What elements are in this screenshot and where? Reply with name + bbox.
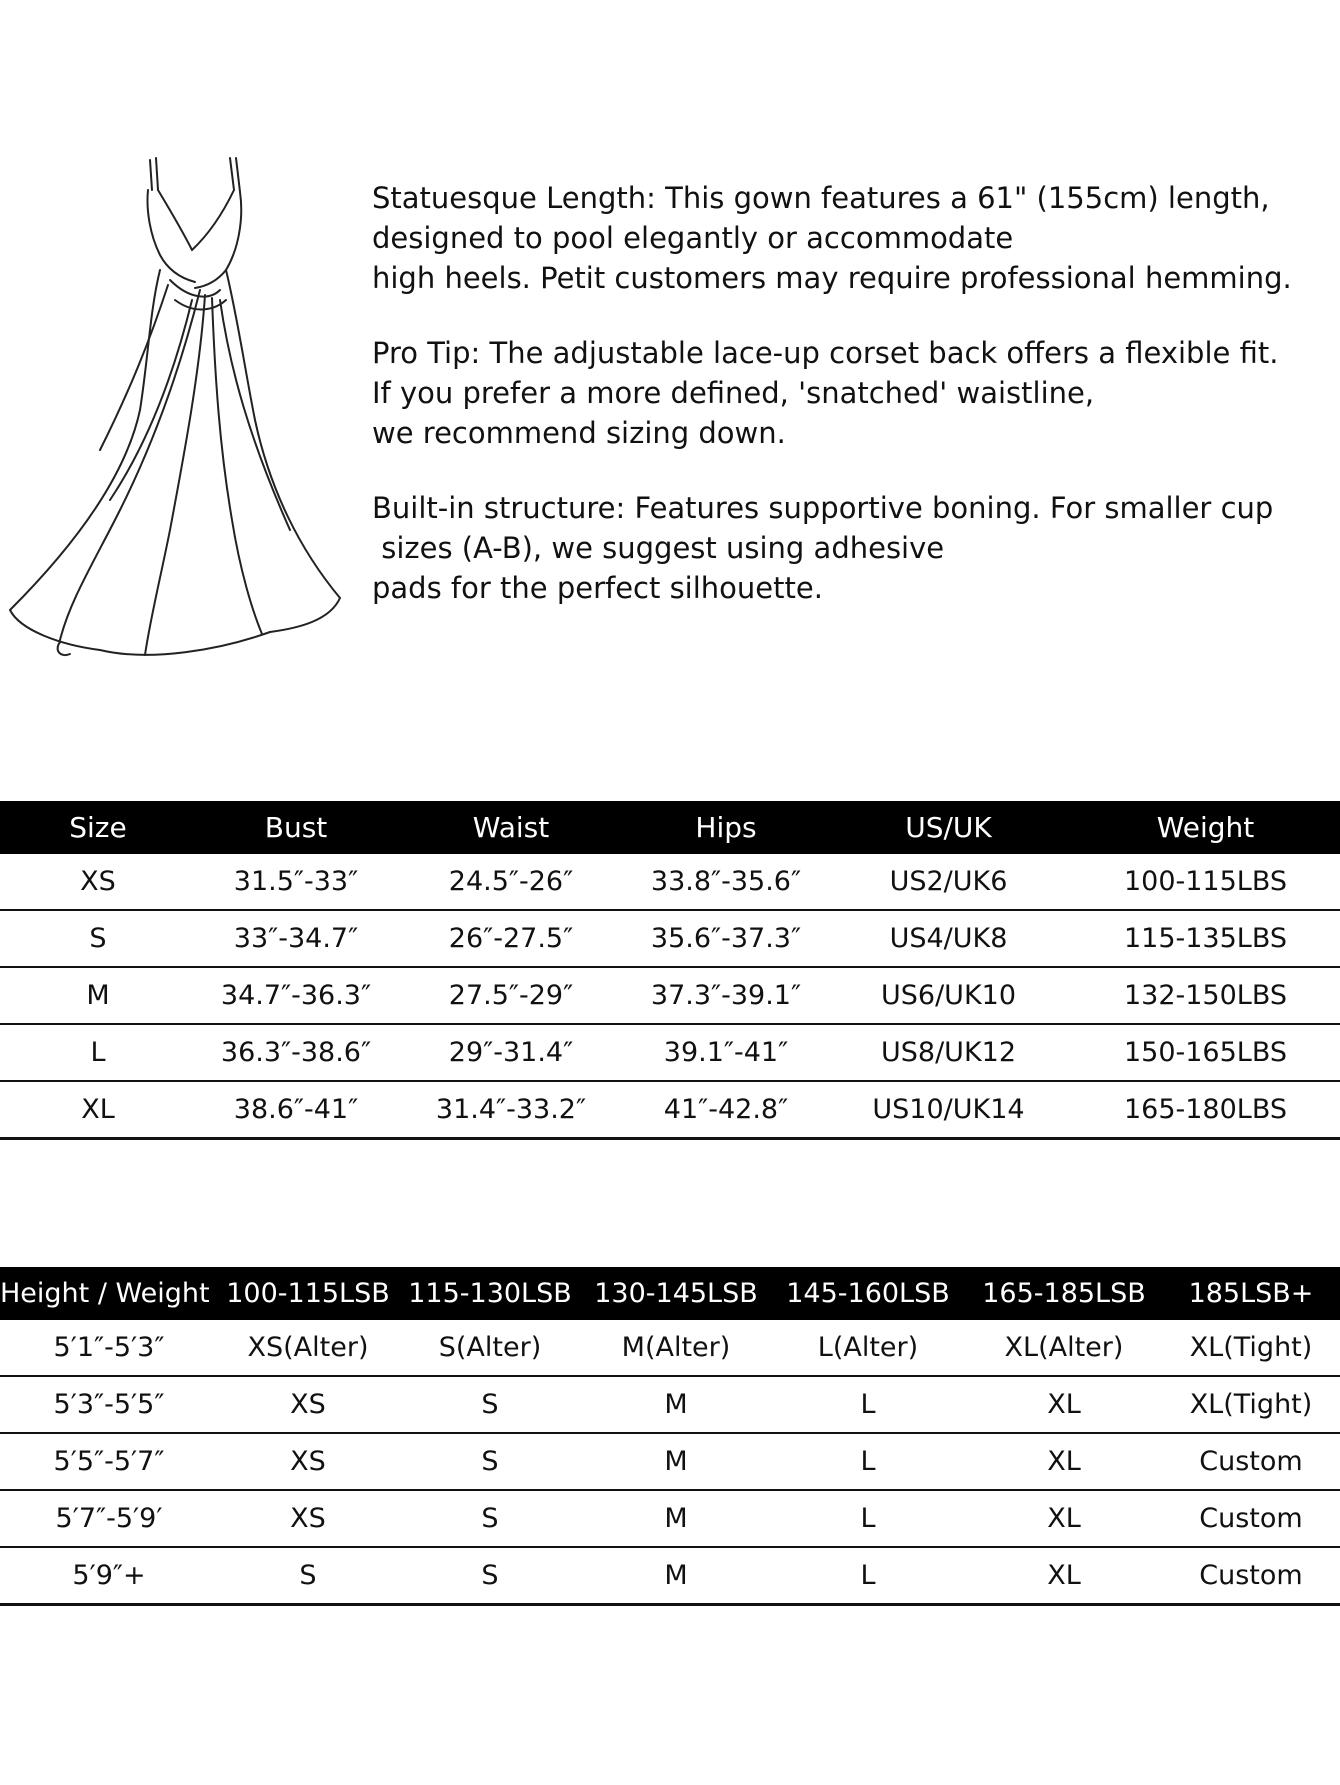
table-row (0, 967, 1340, 1024)
table-cell: US2/UK6 (826, 854, 1071, 910)
table-row (0, 1547, 1340, 1605)
header-size: Size (0, 801, 196, 854)
table-cell: 100-115LBS (1071, 854, 1340, 910)
header-weight-range: 165-185LSB (966, 1267, 1162, 1320)
table-cell: 165-180LBS (1071, 1081, 1340, 1139)
height-weight-table (0, 1267, 1340, 1606)
size-chart-table (0, 801, 1340, 1140)
note-line: Statuesque Length: This gown features a 61" (155cm) length, (372, 181, 1270, 215)
table-cell: 31.4″-33.2″ (396, 1081, 626, 1139)
table-cell: XL(Alter) (966, 1320, 1162, 1376)
table-cell: 115-135LBS (1071, 910, 1340, 967)
product-notes (372, 178, 1332, 643)
header-height-weight: Height / Weight (0, 1267, 218, 1320)
table-cell: XL (966, 1376, 1162, 1433)
table-cell: M (582, 1433, 770, 1490)
table-cell: XS (218, 1433, 398, 1490)
table-cell: M(Alter) (582, 1320, 770, 1376)
table-cell: 33.8″-35.6″ (626, 854, 826, 910)
table-cell: 27.5″-29″ (396, 967, 626, 1024)
header-weight-range: 185LSB+ (1162, 1267, 1340, 1320)
table-row (0, 1376, 1340, 1433)
table-cell: 29″-31.4″ (396, 1024, 626, 1081)
table-cell: 5′1″-5′3″ (0, 1320, 218, 1376)
table-cell: US8/UK12 (826, 1024, 1071, 1081)
header-weight-range: 130-145LSB (582, 1267, 770, 1320)
table-cell: XL (966, 1547, 1162, 1605)
note-structure (372, 488, 1332, 608)
table-cell: US6/UK10 (826, 967, 1071, 1024)
table-cell: XL (966, 1433, 1162, 1490)
table-cell: M (582, 1547, 770, 1605)
table-cell: Custom (1162, 1433, 1340, 1490)
table-cell: 41″-42.8″ (626, 1081, 826, 1139)
table-cell: 39.1″-41″ (626, 1024, 826, 1081)
table-cell: 36.3″-38.6″ (196, 1024, 396, 1081)
header-hips: Hips (626, 801, 826, 854)
table-row (0, 1024, 1340, 1081)
table-cell: 5′3″-5′5″ (0, 1376, 218, 1433)
table-cell: 35.6″-37.3″ (626, 910, 826, 967)
note-line: we recommend sizing down. (372, 416, 786, 450)
table-cell: XS (0, 854, 196, 910)
table-cell: 5′5″-5′7″ (0, 1433, 218, 1490)
note-pro-tip (372, 333, 1332, 453)
note-line: If you prefer a more defined, 'snatched' waistline, (372, 376, 1095, 410)
table-cell: 31.5″-33″ (196, 854, 396, 910)
table-cell: 132-150LBS (1071, 967, 1340, 1024)
table-cell: 26″-27.5″ (396, 910, 626, 967)
table-cell: XS(Alter) (218, 1320, 398, 1376)
table-row (0, 1433, 1340, 1490)
table-cell: US10/UK14 (826, 1081, 1071, 1139)
table-cell: XS (218, 1490, 398, 1547)
table-cell: US4/UK8 (826, 910, 1071, 967)
table-cell: L (0, 1024, 196, 1081)
table-cell: S(Alter) (398, 1320, 582, 1376)
table-cell: L(Alter) (770, 1320, 966, 1376)
table-cell: L (770, 1490, 966, 1547)
dress-illustration (0, 150, 350, 670)
table-cell: XL (0, 1081, 196, 1139)
table-cell: 5′7″-5′9′ (0, 1490, 218, 1547)
table-cell: XL(Tight) (1162, 1376, 1340, 1433)
note-line: Pro Tip: The adjustable lace-up corset back offers a flexible fit. (372, 336, 1279, 370)
table-row (0, 1490, 1340, 1547)
table-cell: 37.3″-39.1″ (626, 967, 826, 1024)
table-cell: Custom (1162, 1490, 1340, 1547)
header-waist: Waist (396, 801, 626, 854)
table-cell: 33″-34.7″ (196, 910, 396, 967)
table-row (0, 1081, 1340, 1139)
table-cell: XL(Tight) (1162, 1320, 1340, 1376)
note-line: sizes (A-B), we suggest using adhesive (372, 531, 945, 565)
table-cell: M (582, 1490, 770, 1547)
table-cell: XS (218, 1376, 398, 1433)
note-line: designed to pool elegantly or accommodate (372, 221, 1014, 255)
table-cell: S (398, 1433, 582, 1490)
table-row (0, 1320, 1340, 1376)
table-cell: S (398, 1490, 582, 1547)
table-cell: L (770, 1376, 966, 1433)
table-cell: S (398, 1547, 582, 1605)
header-us-uk: US/UK (826, 801, 1071, 854)
fit-chart-header-row (0, 1267, 1340, 1320)
table-cell: 38.6″-41″ (196, 1081, 396, 1139)
table-cell: S (218, 1547, 398, 1605)
table-cell: S (398, 1376, 582, 1433)
header-bust: Bust (196, 801, 396, 854)
table-cell: XL (966, 1490, 1162, 1547)
table-cell: 5′9″+ (0, 1547, 218, 1605)
table-cell: L (770, 1433, 966, 1490)
note-line: Built-in structure: Features supportive boning. For smaller cup (372, 491, 1274, 525)
table-row (0, 854, 1340, 910)
note-line: high heels. Petit customers may require professional hemming. (372, 261, 1292, 295)
table-cell: M (582, 1376, 770, 1433)
table-cell: L (770, 1547, 966, 1605)
table-cell: 24.5″-26″ (396, 854, 626, 910)
table-cell: S (0, 910, 196, 967)
table-cell: M (0, 967, 196, 1024)
header-weight-range: 145-160LSB (770, 1267, 966, 1320)
table-row (0, 910, 1340, 967)
size-chart-header-row (0, 801, 1340, 854)
note-line: pads for the perfect silhouette. (372, 571, 823, 605)
header-weight-range: 115-130LSB (398, 1267, 582, 1320)
table-cell: 34.7″-36.3″ (196, 967, 396, 1024)
table-cell: 150-165LBS (1071, 1024, 1340, 1081)
header-weight: Weight (1071, 801, 1340, 854)
header-weight-range: 100-115LSB (218, 1267, 398, 1320)
note-length (372, 178, 1332, 298)
table-cell: Custom (1162, 1547, 1340, 1605)
